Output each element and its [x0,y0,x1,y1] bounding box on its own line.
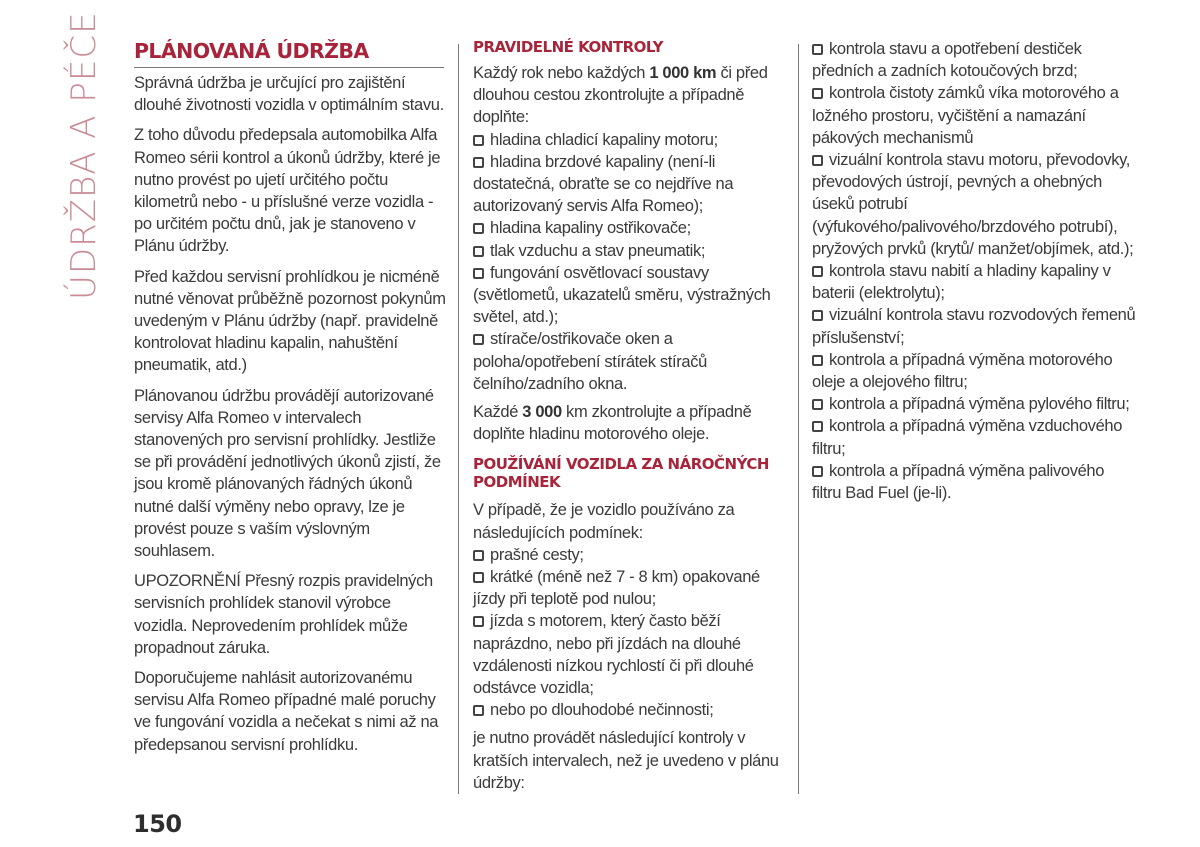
list-item: hladina kapaliny ostřikovače; [473,217,783,239]
list-item: hladina brzdové kapaliny (není-li dostatečná, obraťte se co nejdříve na autorizovaný servis Alfa Romeo); [473,152,734,216]
checkbox-icon [812,155,823,166]
list-item: fungování osvětlovací soustavy (světlometů, ukazatelů směru, výstražných světel, atd.); [473,263,771,327]
list-item: stírače/ostřikovače oken a poloha/opotřebení stírátek stíračů čelního/zadního okna. [473,330,707,393]
list-item: kontrola stavu nabití a hladiny kapaliny v baterii (elektrolytu); [812,262,1111,303]
checkbox-icon [812,355,823,366]
column-3 [812,38,1137,504]
list-item: kontrola a případná výměna pylového filtru; [812,393,1137,415]
checkbox-icon [812,399,823,410]
column-divider [798,44,799,794]
checkbox-icon [473,705,484,716]
list-item: hladina chladicí kapaliny motoru; [473,129,783,151]
section-heading-scheduled-maintenance: PLÁNOVANÁ ÚDRŽBA [134,38,444,68]
list-item: kontrola a případná výměna vzduchového filtru; [812,417,1123,458]
checkbox-icon [473,616,484,627]
paragraph: Z toho důvodu předepsala automobilka Alfa Romeo sérii kontrol a úkonů údržby, které je nutno provést po ujetí určitého počtu kilometrů nebo - u příslušné verze vozidla - po určitém počtu dnů, jak je stanoveno v Plánu údržby. [134,126,441,256]
list-item: tlak vzduchu a stav pneumatik; [473,240,783,262]
column-1 [134,38,446,764]
list-item: nebo po dlouhodobé nečinnosti; [473,699,783,721]
oil-check-paragraph: Každé 3 000 km zkontrolujte a případně doplňte hladinu motorového oleje. [473,403,752,444]
list-item: kontrola a případná výměna motorového oleje a olejového filtru; [812,350,1113,392]
chapter-side-title-text: ÚDRŽBA A PÉČE [64,11,104,300]
list-item: kontrola stavu a opotřebení destiček předních a zadních kotoučových brzd; [812,40,1082,81]
list-item: krátké (méně než 7 - 8 km) opakované jízdy při teplotě pod nulou; [473,568,760,609]
list-item: prašné cesty; [473,544,783,566]
paragraph: Správná údržba je určující pro zajištění dlouhé životnosti vozidla v optimálním stavu. [134,74,444,115]
paragraph: Doporučujeme nahlásit autorizovanému servisu Alfa Romeo případné malé poruchy ve fungování vozidla a nečekat s nimi až na předepsanou servisní prohlídku. [134,669,439,754]
column-2 [473,38,783,802]
section-heading-harsh-conditions: POUŽÍVÁNÍ VOZIDLA ZA NÁROČNÝCH PODMÍNEK [473,455,769,492]
distance-value: 1 000 km [649,64,717,82]
checkbox-icon [812,44,823,55]
harsh-conditions-outro: je nutno provádět následující kontroly v kratších intervalech, než je uvedeno v plánu údržby: [473,729,779,792]
column-divider [458,44,459,794]
checkbox-icon [473,223,484,234]
checkbox-icon [812,266,823,277]
distance-value: 3 000 [522,403,562,422]
regular-checks-list [473,129,783,395]
checkbox-icon [812,421,823,432]
checkbox-icon [473,268,484,279]
list-item: vizuální kontrola stavu rozvodových řemenů příslušenství; [812,306,1136,347]
checkbox-icon [473,334,484,345]
checkbox-icon [473,246,484,257]
checkbox-icon [812,310,823,321]
section-heading-regular-checks: PRAVIDELNÉ KONTROLY [473,38,663,56]
checkbox-icon [473,572,484,583]
shortened-interval-checks-list [812,38,1137,504]
checkbox-icon [812,88,823,99]
regular-checks-intro: Každý rok nebo každých 1 000 km či před dlouhou cestou zkontrolujte a případně doplňte: [473,64,768,127]
checkbox-icon [473,135,484,146]
paragraph: Plánovanou údržbu provádějí autorizované servisy Alfa Romeo v intervalech stanovených pro servisní prohlídky. Jestliže se při provádění jednotlivých úkonů zjistí, že jsou kromě plánovaných řádných úkonů nutné další výměny nebo opravy, lze je provést pouze s vaším výslovným souhlasem. [134,386,441,561]
list-item: kontrola a případná výměna palivového filtru Bad Fuel (je-li). [812,461,1105,503]
page-number: 150 [133,810,182,838]
chapter-side-title [48,11,128,320]
list-item: vizuální kontrola stavu motoru, převodovky, převodových ústrojí, pevných a ohebných úseků potrubí (výfukového/palivového/brzdového potrubí), pryžových prvků (krytů/ manžet/objímek, atd.); [812,151,1134,258]
list-item: kontrola čistoty zámků víka motorového a ložného prostoru, vyčištění a namazání pákových mechanismů [812,84,1119,147]
list-item: jízda s motorem, který často běží naprázdno, nebo při jízdách na dlouhé vzdálenosti nízkou rychlostí či při dlouhé odstávce vozidla; [473,612,754,698]
harsh-conditions-intro: V případě, že je vozidlo používáno za následujících podmínek: [473,501,735,542]
checkbox-icon [473,157,484,168]
checkbox-icon [473,550,484,561]
paragraph: Před každou servisní prohlídkou je nicméně nutné věnovat průběžně pozornost pokynům uvedeným v Plánu údržby (např. pravidelně kontrolovat hladinu kapalin, nahuštění pneumatik, atd.) [134,267,446,375]
harsh-conditions-list [473,544,783,722]
warning-paragraph: UPOZORNĚNÍ Přesný rozpis pravidelných servisních prohlídek stanovil výrobce vozidla. Neprovedením prohlídek může propadnout záruka. [134,572,433,657]
checkbox-icon [812,466,823,477]
